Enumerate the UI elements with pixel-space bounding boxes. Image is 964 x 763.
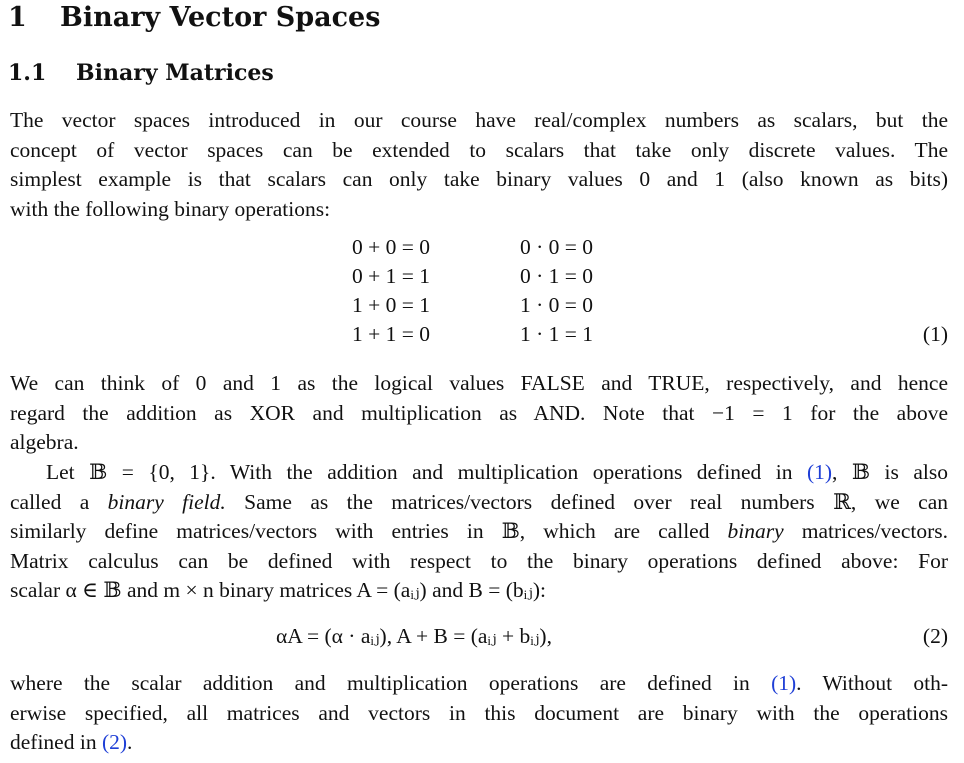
equation-1-label: (1): [922, 322, 948, 346]
section-title: Binary Vector Spaces: [60, 2, 381, 33]
equation-2-reference-link[interactable]: (2): [101, 730, 128, 755]
equation-cell: 1 · 1 = 1: [520, 322, 594, 346]
text-line: simplest example is that scalars can only take binary values 0 and 1 (also known as bits): [10, 167, 948, 192]
text-line: algebra.: [10, 430, 79, 455]
paragraph-binary-field: [10, 458, 948, 606]
equation-2-label: (2): [922, 624, 948, 648]
text-line: The vector spaces introduced in our course have real/complex numbers as scalars, but the: [10, 108, 948, 132]
text-span: .: [127, 730, 133, 755]
text-line: [10, 488, 948, 518]
text-span: defined in: [10, 730, 102, 755]
equation-1-reference-link[interactable]: (1): [771, 671, 797, 695]
paragraph-intro: [10, 106, 948, 224]
subsection-number: 1.1: [8, 60, 47, 86]
text-line: with the following binary operations:: [10, 196, 331, 221]
text-line: [10, 517, 948, 547]
text-span: called a: [10, 489, 108, 514]
equation-cell: 0 · 0 = 0: [520, 235, 594, 259]
equation-cell: 1 + 0 = 1: [352, 293, 431, 317]
section-heading: [8, 2, 380, 33]
text-span: Let 𝔹 = {0, 1}. With the addition and multiplication operations defined in: [46, 460, 807, 484]
equation-2: αA = (α · aᵢⱼ), A + B = (aᵢⱼ + bᵢⱼ),: [276, 624, 552, 648]
emphasis-binary-field: binary field.: [107, 489, 226, 514]
text-span: . Without oth-: [796, 671, 948, 695]
text-span: , 𝔹 is also: [832, 460, 948, 484]
text-line: [10, 458, 948, 488]
subsection-title: Binary Matrices: [76, 60, 274, 86]
text-line: [10, 669, 948, 699]
text-line: scalar α ∈ 𝔹 and m × n binary matrices A = (aᵢⱼ) and B = (bᵢⱼ):: [10, 578, 546, 603]
text-line: [10, 728, 948, 758]
text-span: where the scalar addition and multiplication operations are defined in: [10, 671, 772, 695]
equation-cell: 1 + 1 = 0: [352, 322, 431, 346]
text-span: similarly define matrices/vectors with entries in 𝔹, which are called: [10, 519, 728, 544]
equation-cell: 1 · 0 = 0: [520, 293, 594, 317]
emphasis-binary: binary: [727, 519, 784, 544]
equation-cell: 0 + 1 = 1: [352, 264, 431, 288]
equation-cell: 0 + 0 = 0: [352, 235, 431, 259]
text-line: We can think of 0 and 1 as the logical values FALSE and TRUE, respectively, and hence: [10, 371, 948, 395]
section-number: 1: [8, 2, 27, 33]
text-line: erwise specified, all matrices and vectors in this document are binary with the operations: [10, 700, 948, 725]
text-span: matrices/vectors.: [783, 519, 948, 544]
text-span: Same as the matrices/vectors defined over real numbers ℝ, we can: [225, 489, 948, 514]
paragraph-logic: [10, 369, 948, 458]
subsection-heading: [8, 60, 274, 86]
equation-cell: 0 · 1 = 0: [520, 264, 594, 288]
text-line: regard the addition as XOR and multiplication as AND. Note that −1 = 1 for the above: [10, 400, 948, 425]
text-line: concept of vector spaces can be extended to scalars that take only discrete values. The: [10, 137, 948, 162]
equation-1-reference-link[interactable]: (1): [806, 460, 833, 484]
paragraph-closing: [10, 669, 948, 758]
text-line: Matrix calculus can be defined with respect to the binary operations defined above: For: [10, 548, 948, 573]
